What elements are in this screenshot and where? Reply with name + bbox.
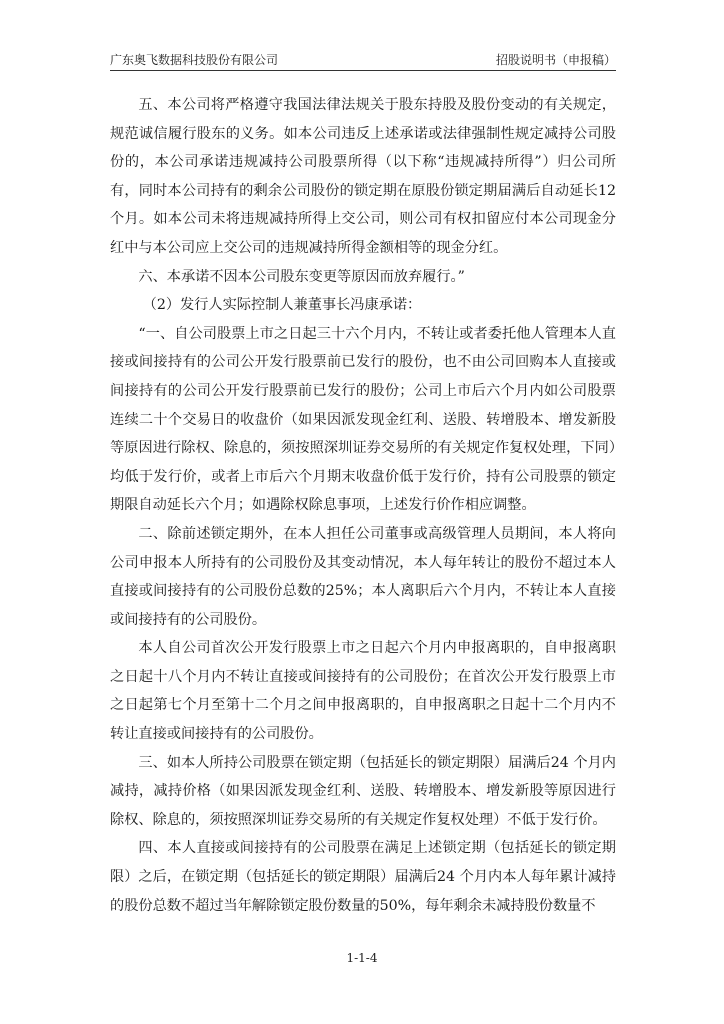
paragraph-commitment-5: 五、本公司将严格遵守我国法律法规关于股东持股及股份变动的有关规定，规范诚信履行股东的义务。如本公司违反上述承诺或法律强制性规定减持公司股份的，本公司承诺违规减持公司股票所得（以下称“违规减持所得”）归公司所有，同时本公司持有的剩余公司股份的锁定期在原股份锁定期届满后自动延长12 个月。如本公司未将违规减持所得上交公司，则公司有权扣留应付本公司现金分红中与本公司应上交公司的违规减持所得金额相等的现金分红。 [110, 97, 616, 256]
header-company-name: 广东奥飞数据科技股份有限公司 [110, 53, 279, 67]
paragraph-controller-heading: （2）发行人实际控制人兼董事长冯康承诺： [142, 297, 422, 314]
paragraph-controller-item-2: 二、除前述锁定期外，在本人担任公司董事或高级管理人员期间，本人将向公司申报本人所持有的公司股份及其变动情况，本人每年转让的股份不超过本人直接或间接持有的公司股份总数的25%；本人离职后六个月内，不转让本人直接或间接持有的公司股份。 [110, 525, 616, 628]
paragraph-commitment-6: 六、本承诺不因本公司股东变更等原因而放弃履行。” [138, 268, 465, 285]
paragraph-controller-item-3: 三、如本人所持公司股票在锁定期（包括延长的锁定期限）届满后24 个月内减持，减持价格（如果因派发现金红利、送股、转增股本、增发新股等原因进行除权、除息的，须按照深圳证券交易所的有关规定作复权处理）不低于发行价。 [110, 754, 616, 828]
document-body [110, 91, 616, 920]
page-number: 1-1-4 [346, 951, 378, 965]
paragraph-resignation-terms: 本人自公司首次公开发行股票上市之日起六个月内申报离职的，自申报离职之日起十八个月内不转让直接或间接持有的公司股份；在首次公开发行股票上市之日起第七个月至第十二个月之间申报离职的，自申报离职之日起十二个月内不转让直接或间接持有的公司股份。 [110, 640, 616, 743]
header-document-title: 招股说明书（申报稿） [495, 53, 616, 67]
paragraph-controller-item-1: “一、自公司股票上市之日起三十六个月内，不转让或者委托他人管理本人直接或间接持有的公司公开发行股票前已发行的股份，也不由公司回购本人直接或间接持有的公司公开发行股票前已发行的股份；公司上市后六个月内如公司股票连续二十个交易日的收盘价（如果因派发现金红利、送股、转增股本、增发新股等原因进行除权、除息的，须按照深圳证券交易所的有关规定作复权处理，下同）均低于发行价，或者上市后六个月期末收盘价低于发行价，持有公司股票的锁定期限自动延长六个月；如遇除权除息事项，上述发行价作相应调整。 [110, 325, 616, 514]
paragraph-controller-item-4: 四、本人直接或间接持有的公司股票在满足上述锁定期（包括延长的锁定期限）之后，在锁定期（包括延长的锁定期限）届满后24 个月内本人每年累计减持的股份总数不超过当年解除锁定股份数量的50%，每年剩余未减持股份数量不 [110, 840, 616, 914]
page-header [110, 48, 616, 71]
